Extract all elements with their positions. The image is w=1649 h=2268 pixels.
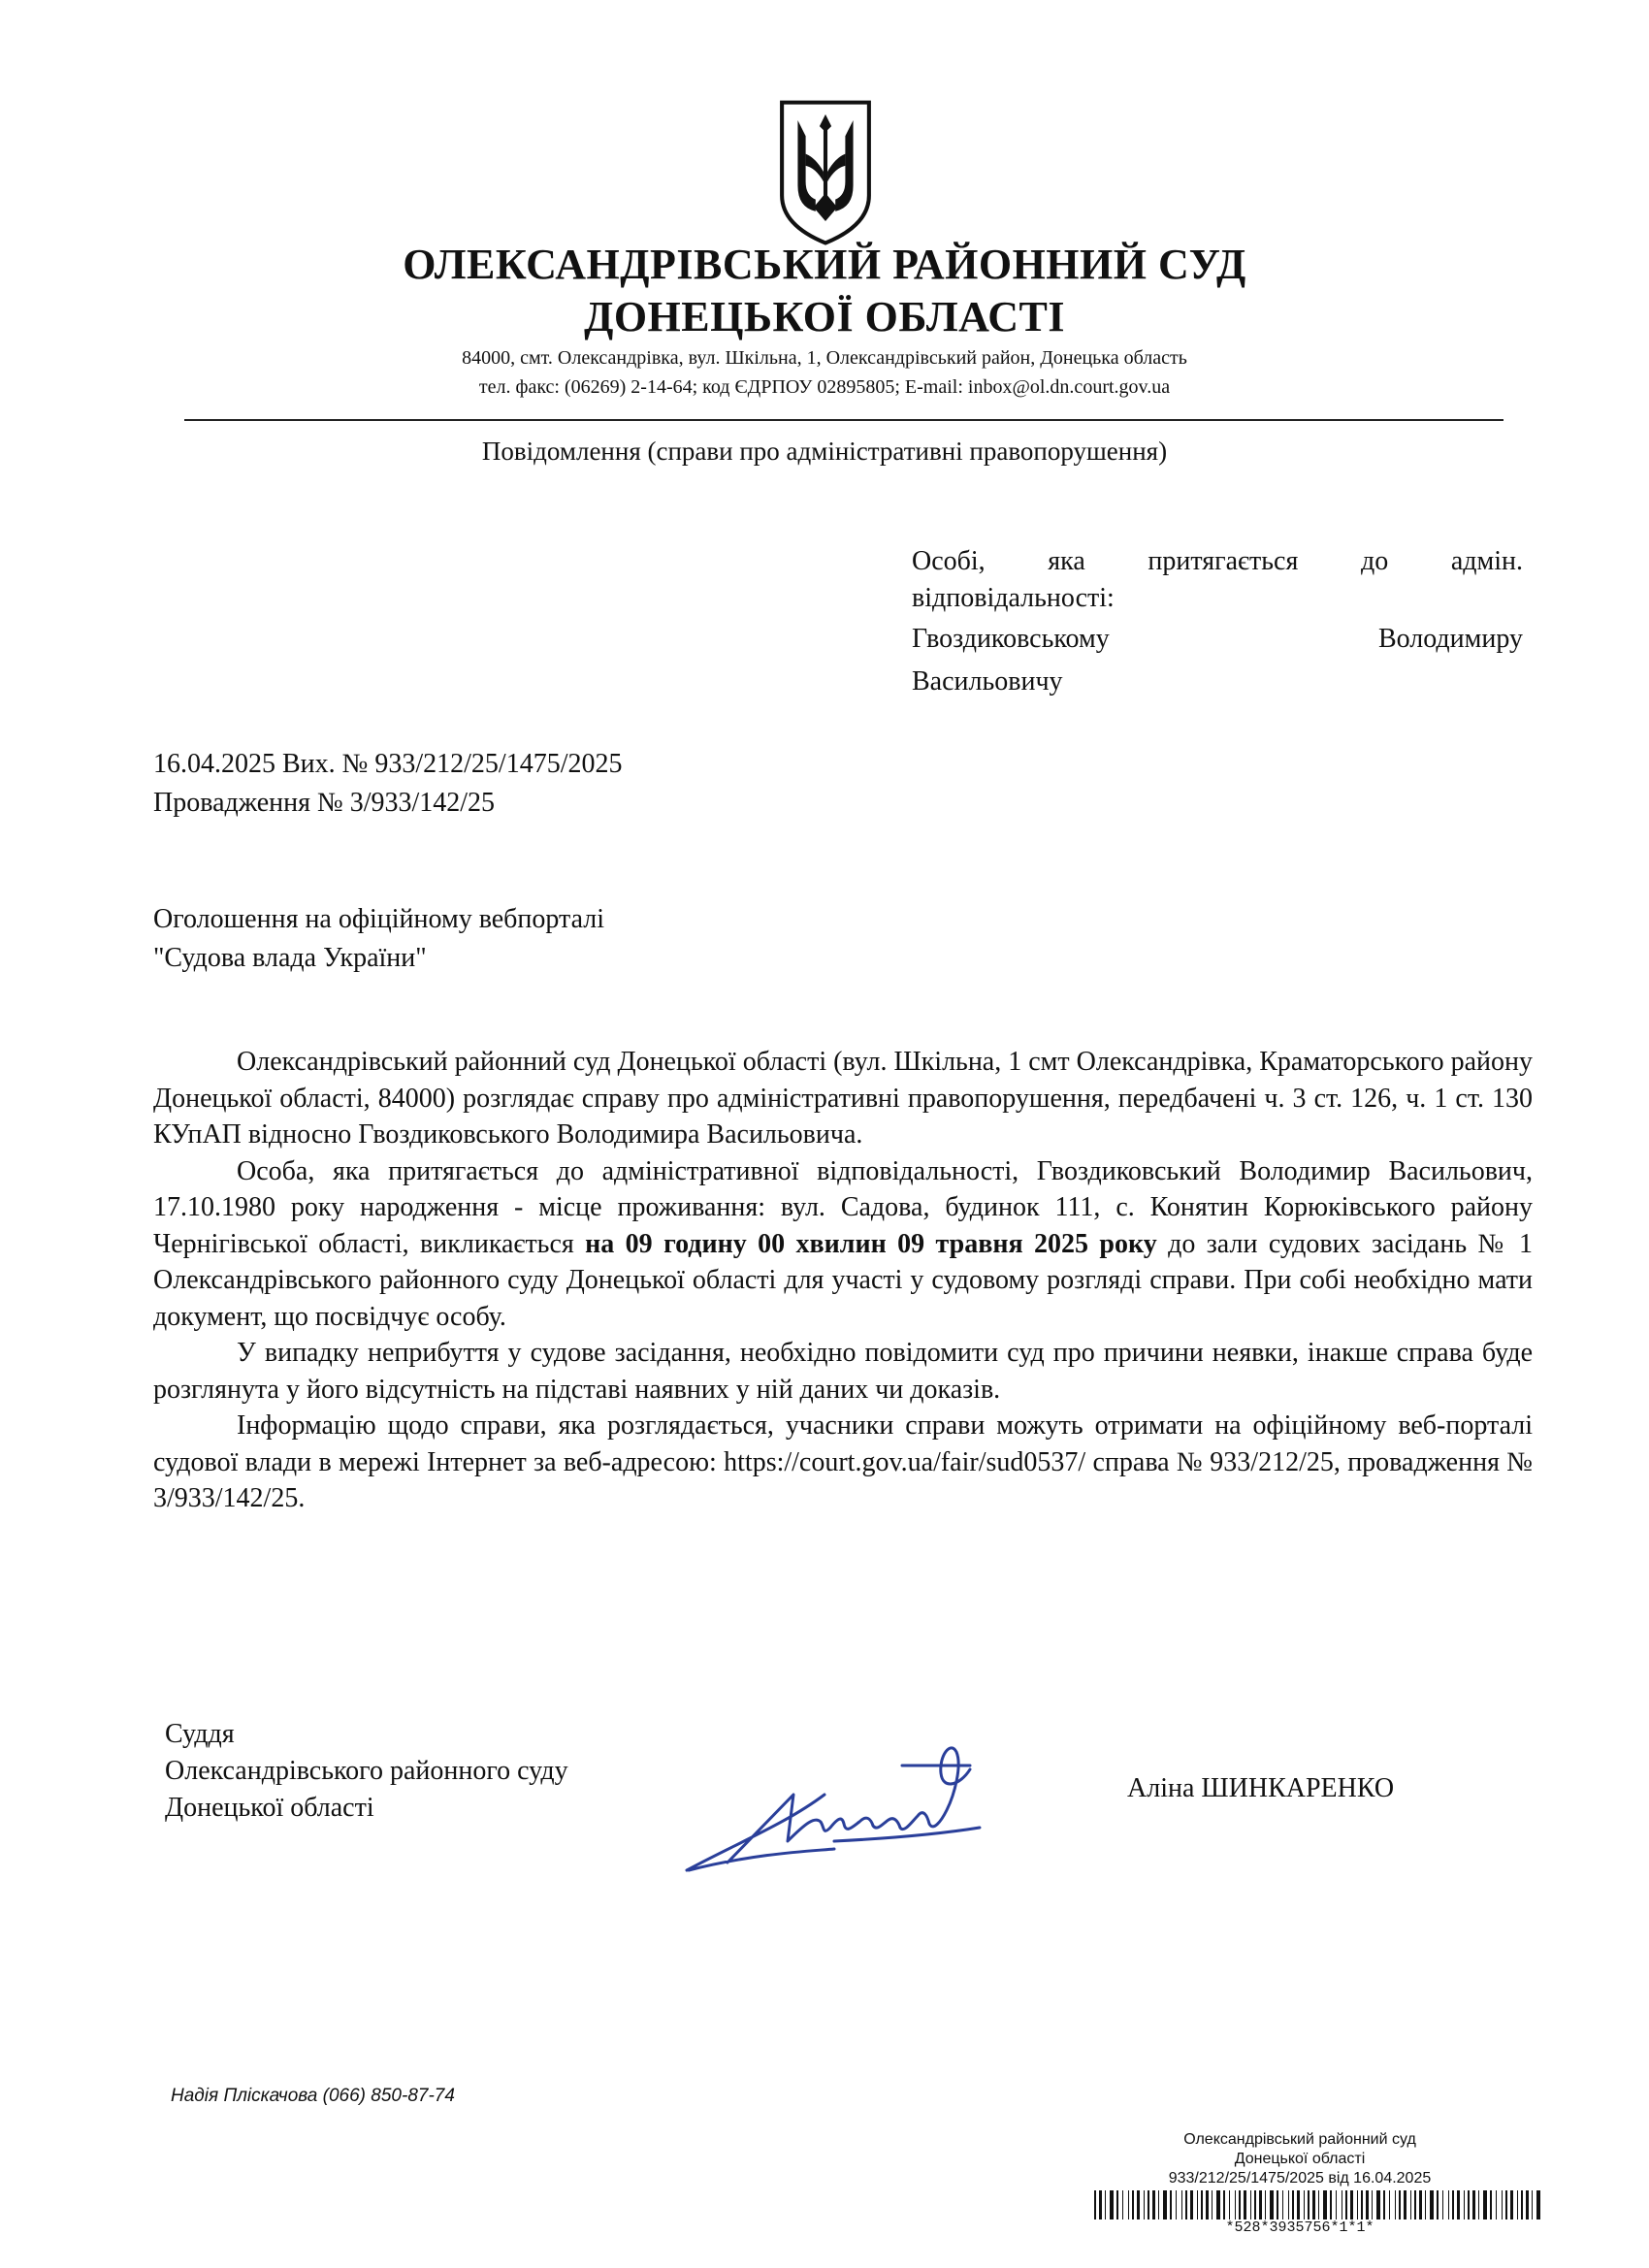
recipient-word: Особі, [912,546,986,576]
signer-title-line1: Суддя [165,1719,235,1749]
recipient-first-name: Володимиру [1377,624,1523,654]
body-paragraph-2 [153,1153,1533,1336]
notice-body [153,1044,1533,1517]
judge-name: Аліна ШИНКАРЕНКО [1127,1773,1395,1803]
body-paragraph-3: У випадку неприбуття у судове засідання, необхідно повідомити суд про причини неявки, інакше справа буде розглянута у його відсутність на підставі наявних у ній даних чи доказів. [153,1338,1533,1405]
barcode [1094,2190,1542,2219]
court-name-line1: ОЛЕКСАНДРІВСЬКИЙ РАЙОННИЙ СУД [403,241,1246,288]
recipient-line1 [912,543,1523,580]
registration-court: Олександрівський районний суд [1183,2131,1416,2148]
recipient-word: притягається [1148,546,1299,576]
body-paragraph-1: Олександрівський районний суд Донецької області (вул. Шкільна, 1 смт Олександрівка, Краматорського району Донецької області, 84000) розглядає справу про адміністративні правопорушення, передбачені ч. 3 ст. 126, ч. 1 ст. 130 КУпАП відносно Гвоздиковського Володимира Васильовича. [153,1047,1533,1150]
court-contacts: тел. факс: (06269) 2-14-64; код ЄДРПОУ 02895805; E-mail: inbox@ol.dn.court.gov.ua [478,376,1171,398]
registration-number: 933/212/25/1475/2025 від 16.04.2025 [1168,2170,1432,2187]
recipient-patronymic: Васильовичу [912,666,1063,697]
outgoing-number: 16.04.2025 Вих. № 933/212/25/1475/2025 [153,749,623,779]
hearing-date-time: на 09 годину 00 хвилин 09 травня 2025 року [585,1228,1157,1259]
recipient-word: адмін. [1450,546,1523,576]
court-name-line2: ДОНЕЦЬКОЇ ОБЛАСТІ [584,293,1065,340]
registration-region: Донецької області [1234,2151,1366,2167]
recipient-line2: відповідальності: [912,583,1115,613]
recipient-surname: Гвоздиковському [912,624,1110,654]
notice-type: Повідомлення (справи про адміністративні правопорушення) [481,437,1168,466]
handwritten-signature [679,1727,999,1882]
summons-text-b: до зали судових засідань № 1 Олександрівського районного суду Донецької області для участі у судовому розгляді справи. При собі необхідно мати документ, що посвідчує особу. [153,1228,1533,1332]
recipient-word: до [1360,546,1389,576]
header-divider [184,419,1504,421]
recipient-word: яка [1048,546,1085,576]
signer-title-line2: Олександрівського районного суду [165,1756,568,1786]
announcement-line1: Оголошення на офіційному вебпорталі [153,904,605,934]
proceeding-number: Провадження № 3/933/142/25 [153,788,496,818]
body-paragraph-4: Інформацію щодо справи, яка розглядається, учасники справи можуть отримати на офіційному веб-порталі судової влади в мережі Інтернет за веб-адресою: https://court.gov.ua/fair/sud0537/ справа № 933/212/25, провадження № 3/933/142/25. [153,1410,1533,1513]
barcode-text: *528*3935756*1*1* [1225,2219,1374,2236]
signer-title-line3: Донецької області [165,1793,374,1823]
announcement-line2: "Судова влада України" [153,943,427,973]
executor-contact: Надія Пліскачова (066) 850-87-74 [171,2086,455,2106]
recipient-line3 [912,621,1523,658]
summons-text-a: Особа, яка притягається до адміністративної відповідальності, Гвоздиковський Володимир Васильович, 17.10.1980 року народження - місце проживання: вул. Садова, будинок 111, с. Конятин Корюківського району Чернігівської області, викликається [153,1155,1533,1259]
coat-of-arms-icon [776,95,875,246]
court-address: 84000, смт. Олександрівка, вул. Шкільна, 1, Олександрівський район, Донецька область [462,347,1187,369]
